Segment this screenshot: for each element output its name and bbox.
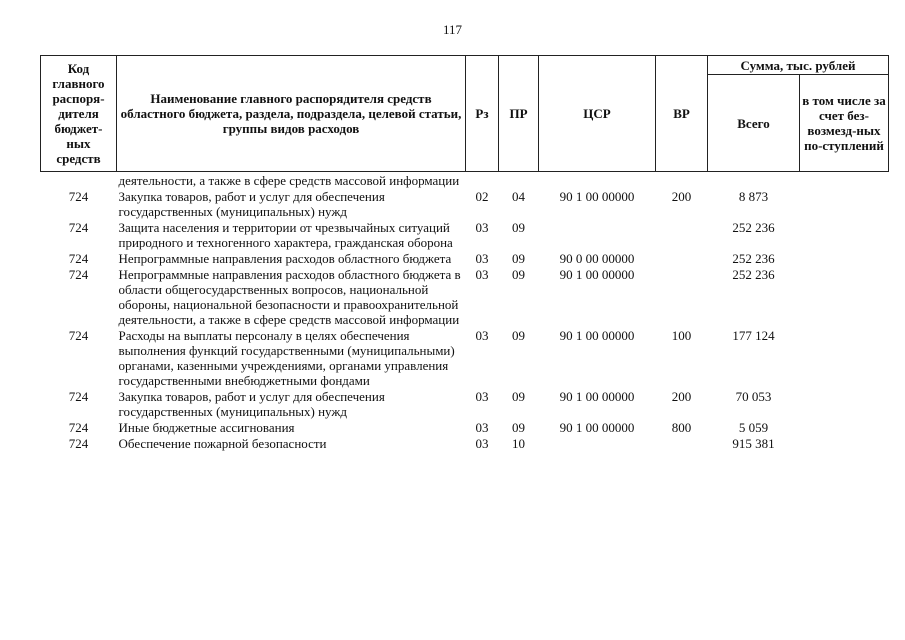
cell-total: 177 124 xyxy=(732,328,775,343)
cell-name: Закупка товаров, работ и услуг для обеспечения государственных (муниципальных) нужд xyxy=(118,189,385,219)
table-row xyxy=(41,388,889,419)
cell-csr: 90 1 00 00000 xyxy=(559,420,635,435)
cell-csr xyxy=(539,219,656,250)
table-row xyxy=(41,250,889,266)
cell-name: Расходы на выплаты персоналу в целях обеспечения выполнения функций государственными (муниципальными) органами, казенными учреждениями, органами управления государственными внебюджетными фондами xyxy=(118,328,455,388)
header-name: Наименование главного распорядителя средств областного бюджета, раздела, подраздела, целевой статьи, группы видов расходов xyxy=(117,56,466,172)
cell-vr: 200 xyxy=(671,189,692,204)
cell-csr xyxy=(539,172,656,189)
cell-code: 724 xyxy=(68,389,89,404)
cell-pr xyxy=(499,172,539,189)
cell-vr xyxy=(656,219,708,250)
cell-csr: 90 1 00 00000 xyxy=(559,189,635,204)
cell-free xyxy=(800,327,889,388)
header-free: в том числе за счет без-возмезд-ных по-ступлений xyxy=(800,75,889,172)
cell-pr: 10 xyxy=(512,436,525,451)
cell-pr: 09 xyxy=(512,328,525,343)
table-row xyxy=(41,435,889,451)
cell-total: 252 236 xyxy=(732,251,775,266)
table-row xyxy=(41,419,889,435)
cell-vr: 800 xyxy=(671,420,692,435)
cell-rz: 03 xyxy=(475,267,489,282)
table-row xyxy=(41,188,889,219)
table-row xyxy=(41,219,889,250)
table-row xyxy=(41,172,889,189)
cell-free xyxy=(800,266,889,327)
cell-free xyxy=(800,172,889,189)
cell-total: 5 059 xyxy=(738,420,769,435)
cell-free xyxy=(800,419,889,435)
cell-vr xyxy=(656,250,708,266)
cell-rz: 03 xyxy=(475,389,489,404)
cell-rz: 03 xyxy=(475,220,489,235)
header-rz: Рз xyxy=(466,56,499,172)
cell-pr: 04 xyxy=(512,189,525,204)
header-code: Код главного распоря-дителя бюджет-ных средств xyxy=(41,56,117,172)
cell-rz xyxy=(466,172,499,189)
cell-pr: 09 xyxy=(512,267,525,282)
page-number: 117 xyxy=(442,22,463,37)
cell-csr: 90 1 00 00000 xyxy=(559,328,635,343)
cell-vr xyxy=(656,435,708,451)
cell-rz: 03 xyxy=(475,436,489,451)
header-vr: ВР xyxy=(656,56,708,172)
cell-rz: 02 xyxy=(475,189,489,204)
cell-name: деятельности, а также в сфере средств массовой информации xyxy=(118,173,460,188)
header-sum: Сумма, тыс. рублей xyxy=(708,56,889,75)
budget-table xyxy=(40,55,889,451)
cell-pr: 09 xyxy=(512,389,525,404)
header-total: Всего xyxy=(708,75,800,172)
header-csr: ЦСР xyxy=(539,56,656,172)
cell-vr: 100 xyxy=(671,328,692,343)
cell-code: 724 xyxy=(68,220,89,235)
cell-name: Закупка товаров, работ и услуг для обеспечения государственных (муниципальных) нужд xyxy=(118,389,385,419)
cell-pr: 09 xyxy=(512,220,525,235)
cell-code: 724 xyxy=(68,189,89,204)
cell-total: 915 381 xyxy=(732,436,775,451)
cell-vr xyxy=(656,266,708,327)
cell-name: Непрограммные направления расходов областного бюджета в области общегосударственных вопросов, национальной обороны, национальной безопасности и правоохранительной деятельности, а также в сфере средств массовой информации xyxy=(118,267,461,327)
table-body xyxy=(41,172,889,452)
cell-csr xyxy=(539,435,656,451)
table-row xyxy=(41,327,889,388)
cell-total: 70 053 xyxy=(735,389,772,404)
cell-name: Обеспечение пожарной безопасности xyxy=(118,436,327,451)
table-row xyxy=(41,266,889,327)
cell-rz: 03 xyxy=(475,420,489,435)
cell-code: 724 xyxy=(68,420,89,435)
header-pr: ПР xyxy=(499,56,539,172)
cell-total: 252 236 xyxy=(732,267,775,282)
cell-free xyxy=(800,188,889,219)
cell-csr: 90 1 00 00000 xyxy=(559,389,635,404)
cell-rz: 03 xyxy=(475,328,489,343)
cell-pr: 09 xyxy=(512,251,525,266)
cell-vr xyxy=(656,172,708,189)
cell-name: Защита населения и территории от чрезвычайных ситуаций природного и техногенного характера, гражданская оборона xyxy=(118,220,453,250)
cell-name: Иные бюджетные ассигнования xyxy=(118,420,295,435)
cell-code: 724 xyxy=(68,328,89,343)
cell-free xyxy=(800,388,889,419)
cell-total: 252 236 xyxy=(732,220,775,235)
cell-free xyxy=(800,435,889,451)
cell-free xyxy=(800,219,889,250)
cell-total xyxy=(708,172,800,189)
cell-name: Непрограммные направления расходов областного бюджета xyxy=(118,251,452,266)
cell-vr: 200 xyxy=(671,389,692,404)
cell-code: 724 xyxy=(68,251,89,266)
cell-csr: 90 0 00 00000 xyxy=(559,251,635,266)
cell-code xyxy=(41,172,117,189)
cell-total: 8 873 xyxy=(738,189,769,204)
table-header xyxy=(41,56,889,172)
cell-rz: 03 xyxy=(475,251,489,266)
cell-code: 724 xyxy=(68,436,89,451)
cell-code: 724 xyxy=(68,267,89,282)
cell-free xyxy=(800,250,889,266)
cell-pr: 09 xyxy=(512,420,525,435)
cell-csr: 90 1 00 00000 xyxy=(559,267,635,282)
